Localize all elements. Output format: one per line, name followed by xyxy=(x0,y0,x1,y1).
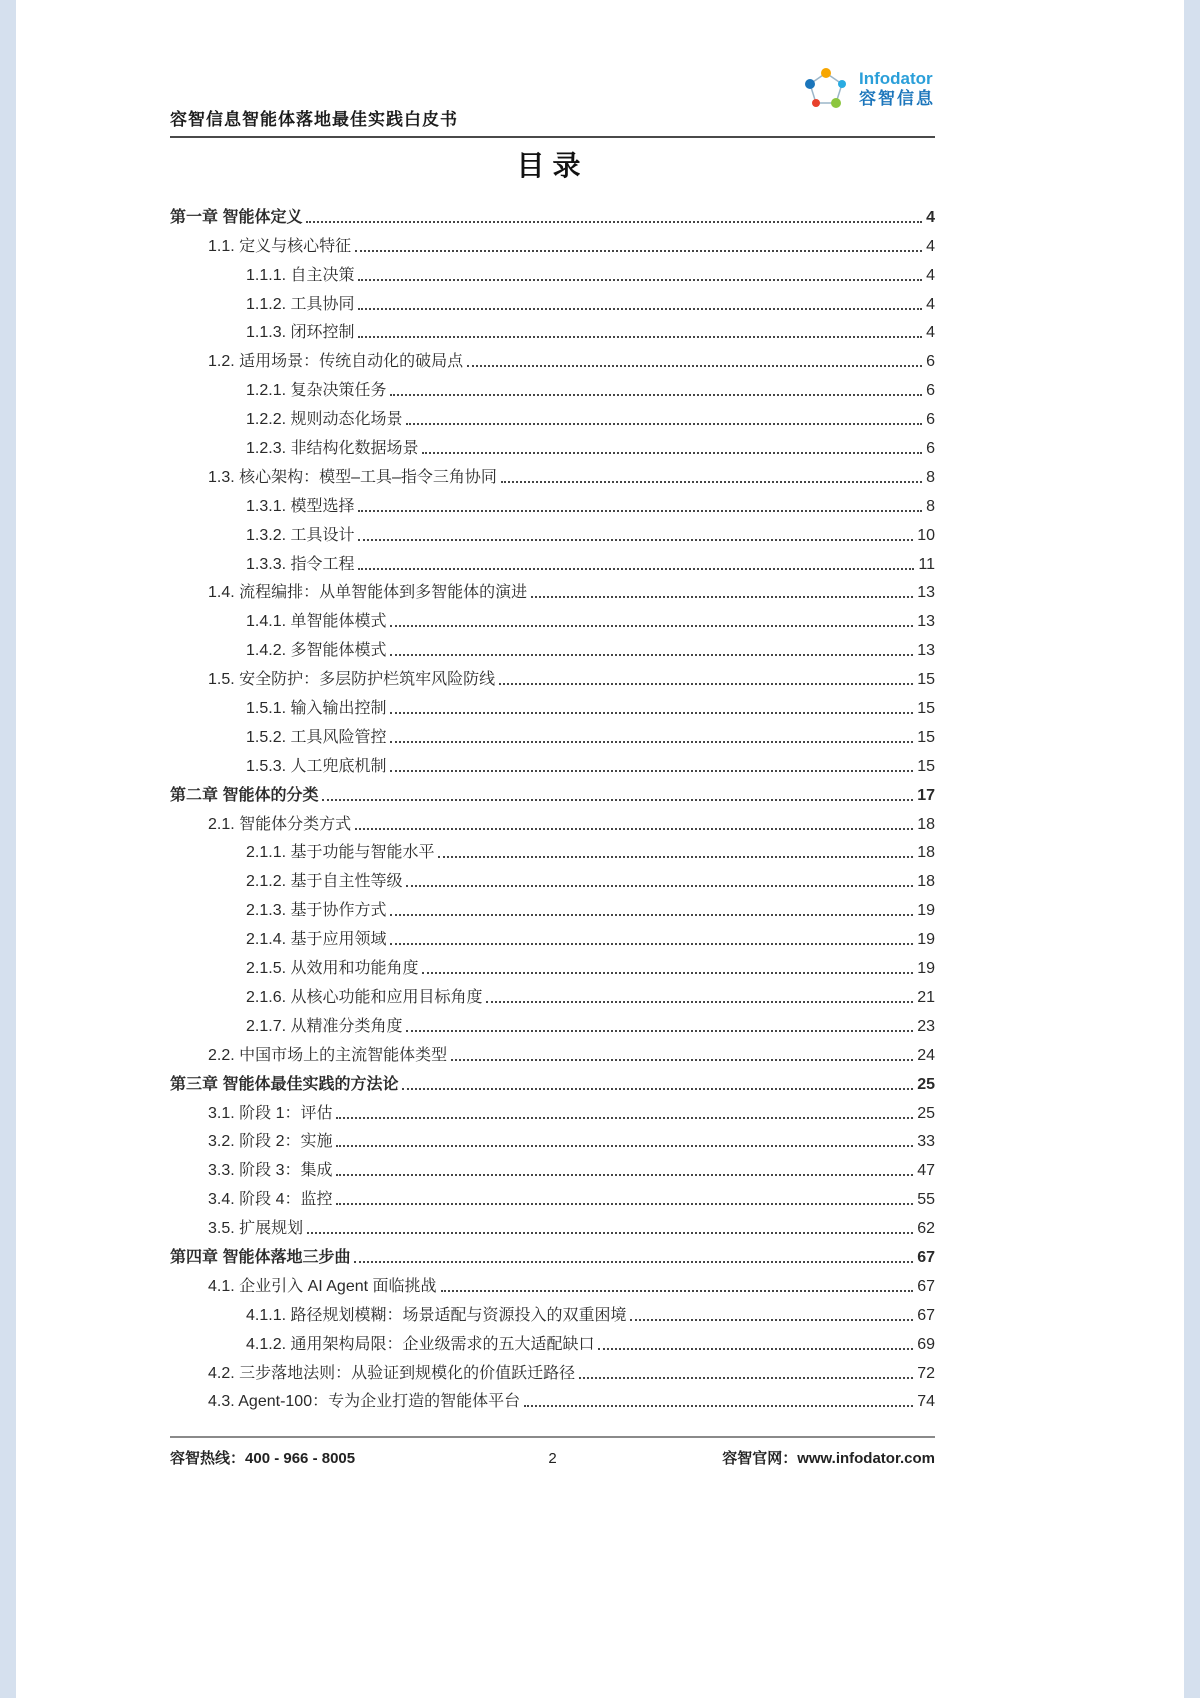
toc-leader-dots xyxy=(406,1030,913,1032)
toc-entry-label[interactable]: 3.2. 阶段 2：实施 xyxy=(208,1133,333,1151)
toc-page-number: 4 xyxy=(926,208,935,226)
toc-entry-label[interactable]: 2.1.5. 从效用和功能角度 xyxy=(246,960,419,978)
toc-entry[interactable] xyxy=(170,1325,935,1354)
toc-page-number: 4 xyxy=(926,237,935,255)
toc-leader-dots xyxy=(322,799,913,801)
toc-entry[interactable] xyxy=(170,805,935,834)
toc-page-number: 13 xyxy=(917,642,935,660)
footer-hotline xyxy=(170,1447,548,1468)
toc-page-number: 47 xyxy=(917,1162,935,1180)
toc-entry-label[interactable]: 3.5. 扩展规划 xyxy=(208,1220,304,1238)
company-logo xyxy=(801,64,935,114)
toc-entry-label[interactable]: 2.1.2. 基于自主性等级 xyxy=(246,873,403,891)
toc-entry[interactable] xyxy=(170,660,935,689)
toc-leader-dots xyxy=(390,741,913,743)
toc-leader-dots xyxy=(358,308,922,310)
toc-entry[interactable] xyxy=(170,718,935,747)
toc-entry[interactable] xyxy=(170,198,935,227)
toc-entry-label[interactable]: 1.1.3. 闭环控制 xyxy=(246,324,355,342)
toc-entry[interactable] xyxy=(170,545,935,574)
toc-entry[interactable] xyxy=(170,689,935,718)
toc-entry-label[interactable]: 第三章 智能体最佳实践的方法论 xyxy=(170,1075,399,1093)
toc-leader-dots xyxy=(422,452,922,454)
toc-entry-label[interactable]: 3.4. 阶段 4：监控 xyxy=(208,1191,333,1209)
toc-leader-dots xyxy=(390,943,913,945)
toc-entry[interactable] xyxy=(170,1209,935,1238)
toc-entry[interactable] xyxy=(170,1123,935,1152)
toc-page-number: 72 xyxy=(917,1364,935,1382)
toc-page-number: 21 xyxy=(917,988,935,1006)
toc-leader-dots xyxy=(336,1145,913,1147)
toc-entry[interactable] xyxy=(170,1151,935,1180)
toc-page-number: 15 xyxy=(917,700,935,718)
toc-entry-label[interactable]: 1.3.3. 指令工程 xyxy=(246,555,355,573)
toc-entry[interactable] xyxy=(170,1180,935,1209)
toc-entry[interactable] xyxy=(170,574,935,603)
toc-entry[interactable] xyxy=(170,776,935,805)
toc-entry-label[interactable]: 第二章 智能体的分类 xyxy=(170,786,319,804)
toc-entry-label[interactable]: 1.2.2. 规则动态化场景 xyxy=(246,411,403,429)
toc-page-number: 19 xyxy=(917,960,935,978)
toc-entry-label[interactable]: 1.2.1. 复杂决策任务 xyxy=(246,382,387,400)
toc-leader-dots xyxy=(467,365,922,367)
toc-entry[interactable] xyxy=(170,256,935,285)
toc-page-number: 15 xyxy=(917,728,935,746)
toc-leader-dots xyxy=(451,1059,913,1061)
toc-leader-dots xyxy=(336,1117,913,1119)
toc-entry-label[interactable]: 2.1. 智能体分类方式 xyxy=(208,815,352,833)
toc-leader-dots xyxy=(306,221,922,223)
toc-entry[interactable] xyxy=(170,1065,935,1094)
toc-entry[interactable] xyxy=(170,920,935,949)
toc-list xyxy=(170,198,935,1411)
toc-leader-dots xyxy=(630,1319,913,1321)
toc-entry[interactable] xyxy=(170,1007,935,1036)
toc-entry-label[interactable]: 1.5.1. 输入输出控制 xyxy=(246,700,387,718)
toc-leader-dots xyxy=(355,250,922,252)
toc-entry[interactable] xyxy=(170,400,935,429)
toc-title: 目录 xyxy=(516,150,589,181)
toc-leader-dots xyxy=(390,770,913,772)
page-footer xyxy=(170,1436,935,1468)
toc-leader-dots xyxy=(358,568,914,570)
toc-entry-label[interactable]: 2.1.1. 基于功能与智能水平 xyxy=(246,844,435,862)
toc-entry-label[interactable]: 1.3.2. 工具设计 xyxy=(246,526,355,544)
toc-entry-label[interactable]: 1.4. 流程编排：从单智能体到多智能体的演进 xyxy=(208,584,528,602)
toc-page-number: 4 xyxy=(926,266,935,284)
page-edge-left xyxy=(0,0,16,1698)
toc-leader-dots xyxy=(336,1174,913,1176)
toc-entry[interactable] xyxy=(170,747,935,776)
toc-leader-dots xyxy=(579,1377,913,1379)
toc-page-number: 13 xyxy=(917,584,935,602)
toc-entry-label[interactable]: 第四章 智能体落地三步曲 xyxy=(170,1248,351,1266)
toc-entry-label[interactable]: 1.5. 安全防护：多层防护栏筑牢风险防线 xyxy=(208,671,496,689)
logo-name-cn: 容智信息 xyxy=(859,89,935,108)
toc-entry-label[interactable]: 4.3. Agent-100：专为企业打造的智能体平台 xyxy=(208,1393,521,1411)
toc-entry[interactable] xyxy=(170,1354,935,1383)
toc-entry-label[interactable]: 2.2. 中国市场上的主流智能体类型 xyxy=(208,1046,448,1064)
toc-entry[interactable] xyxy=(170,342,935,371)
toc-entry[interactable] xyxy=(170,1036,935,1065)
toc-leader-dots xyxy=(531,596,913,598)
toc-entry-label[interactable]: 4.1.2. 通用架构局限：企业级需求的五大适配缺口 xyxy=(246,1335,595,1353)
toc-page-number: 67 xyxy=(917,1306,935,1324)
toc-entry[interactable] xyxy=(170,314,935,343)
toc-page-number: 6 xyxy=(926,382,935,400)
logo-network-icon xyxy=(801,64,851,114)
toc-page-number: 62 xyxy=(917,1220,935,1238)
toc-leader-dots xyxy=(499,683,913,685)
toc-page-number: 67 xyxy=(917,1277,935,1295)
toc-page-number: 8 xyxy=(926,497,935,515)
toc-page-number: 25 xyxy=(917,1075,935,1093)
toc-leader-dots xyxy=(358,336,922,338)
toc-entry-label[interactable]: 1.1. 定义与核心特征 xyxy=(208,237,352,255)
toc-leader-dots xyxy=(390,914,913,916)
toc-page-number: 10 xyxy=(917,526,935,544)
footer-website-url[interactable]: www.infodator.com xyxy=(797,1450,935,1467)
toc-entry-label[interactable]: 4.1.1. 路径规划模糊：场景适配与资源投入的双重困境 xyxy=(246,1306,627,1324)
toc-page-number: 18 xyxy=(917,844,935,862)
toc-page-number: 8 xyxy=(926,468,935,486)
toc-entry[interactable] xyxy=(170,1238,935,1267)
toc-entry[interactable] xyxy=(170,487,935,516)
toc-leader-dots xyxy=(355,828,913,830)
toc-leader-dots xyxy=(358,279,922,281)
toc-leader-dots xyxy=(358,539,913,541)
toc-page-number: 15 xyxy=(917,757,935,775)
toc-leader-dots xyxy=(486,1001,913,1003)
toc-entry-label[interactable]: 1.4.1. 单智能体模式 xyxy=(246,613,387,631)
toc-page-number: 6 xyxy=(926,440,935,458)
toc-page-number: 67 xyxy=(917,1248,935,1266)
footer-hotline-number: 400 - 966 - 8005 xyxy=(245,1450,356,1467)
toc-leader-dots xyxy=(441,1290,914,1292)
toc-entry-label[interactable]: 4.2. 三步落地法则：从验证到规模化的价值跃迁路径 xyxy=(208,1364,576,1382)
toc-page-number: 55 xyxy=(917,1191,935,1209)
footer-website-label: 容智官网： xyxy=(722,1450,798,1467)
toc-entry-label[interactable]: 1.3. 核心架构：模型–工具–指令三角协同 xyxy=(208,468,497,486)
toc-entry[interactable] xyxy=(170,602,935,631)
toc-entry[interactable] xyxy=(170,891,935,920)
toc-leader-dots xyxy=(390,654,913,656)
toc-entry[interactable] xyxy=(170,1094,935,1123)
toc-page-number: 18 xyxy=(917,815,935,833)
toc-leader-dots xyxy=(422,972,913,974)
toc-leader-dots xyxy=(501,481,922,483)
toc-entry-label[interactable]: 2.1.7. 从精准分类角度 xyxy=(246,1017,403,1035)
logo-name-en: Infodator xyxy=(859,68,933,88)
toc-leader-dots xyxy=(354,1261,913,1263)
toc-page-number: 6 xyxy=(926,353,935,371)
toc-entry[interactable] xyxy=(170,1383,935,1412)
toc-page-number: 33 xyxy=(917,1133,935,1151)
toc-entry[interactable] xyxy=(170,1267,935,1296)
logo-wordmark xyxy=(859,69,935,110)
toc-entry-label[interactable]: 1.2.3. 非结构化数据场景 xyxy=(246,440,419,458)
toc-entry-label[interactable]: 2.1.6. 从核心功能和应用目标角度 xyxy=(246,988,483,1006)
toc-entry[interactable] xyxy=(170,631,935,660)
toc-entry-label[interactable]: 3.3. 阶段 3：集成 xyxy=(208,1162,333,1180)
document-title: 容智信息智能体落地最佳实践白皮书 xyxy=(170,110,458,129)
toc-leader-dots xyxy=(438,856,913,858)
toc-page-number: 17 xyxy=(917,786,935,804)
toc-leader-dots xyxy=(390,712,913,714)
toc-entry-label[interactable]: 1.1.1. 自主决策 xyxy=(246,266,355,284)
footer-hotline-label: 容智热线： xyxy=(170,1450,246,1467)
toc-page-number: 24 xyxy=(917,1046,935,1064)
toc-leader-dots xyxy=(402,1088,913,1090)
toc-entry[interactable] xyxy=(170,371,935,400)
toc-page-number: 69 xyxy=(917,1335,935,1353)
toc-entry[interactable] xyxy=(170,516,935,545)
toc-leader-dots xyxy=(598,1348,913,1350)
toc-entry-label[interactable]: 1.1.2. 工具协同 xyxy=(246,295,355,313)
toc-page-number: 4 xyxy=(926,295,935,313)
toc-entry[interactable] xyxy=(170,834,935,863)
toc-entry-label[interactable]: 1.3.1. 模型选择 xyxy=(246,497,355,515)
toc-page-number: 4 xyxy=(926,324,935,342)
toc-page-number: 6 xyxy=(926,411,935,429)
toc-page-number: 11 xyxy=(918,555,935,573)
toc-leader-dots xyxy=(524,1405,913,1407)
toc-entry-label[interactable]: 3.1. 阶段 1：评估 xyxy=(208,1104,333,1122)
toc-entry[interactable] xyxy=(170,978,935,1007)
toc-page-number: 19 xyxy=(917,931,935,949)
toc-page-number: 25 xyxy=(917,1104,935,1122)
toc-leader-dots xyxy=(390,625,913,627)
toc-entry-label[interactable]: 第一章 智能体定义 xyxy=(170,208,303,226)
toc-page-number: 13 xyxy=(917,613,935,631)
page-edge-right xyxy=(1184,0,1200,1698)
toc-entry[interactable] xyxy=(170,1296,935,1325)
toc-entry-label[interactable]: 1.2. 适用场景：传统自动化的破局点 xyxy=(208,353,464,371)
toc-entry-label[interactable]: 2.1.4. 基于应用领域 xyxy=(246,931,387,949)
toc-entry[interactable] xyxy=(170,285,935,314)
toc-page-number: 15 xyxy=(917,671,935,689)
toc-leader-dots xyxy=(406,885,913,887)
toc-page-number: 19 xyxy=(917,902,935,920)
document-page xyxy=(170,0,935,1698)
toc-entry[interactable] xyxy=(170,227,935,256)
toc-leader-dots xyxy=(307,1232,913,1234)
toc-entry[interactable] xyxy=(170,949,935,978)
toc-leader-dots xyxy=(406,423,922,425)
page-header xyxy=(170,58,935,138)
toc-entry[interactable] xyxy=(170,429,935,458)
toc-page-number: 18 xyxy=(917,873,935,891)
toc-entry[interactable] xyxy=(170,458,935,487)
toc-page-number: 74 xyxy=(917,1393,935,1411)
toc-entry-label[interactable]: 1.5.2. 工具风险管控 xyxy=(246,728,387,746)
toc-entry[interactable] xyxy=(170,862,935,891)
toc-entry-label[interactable]: 1.5.3. 人工兜底机制 xyxy=(246,757,387,775)
footer-page-number: 2 xyxy=(548,1450,557,1467)
toc-entry-label[interactable]: 1.4.2. 多智能体模式 xyxy=(246,642,387,660)
footer-website xyxy=(557,1447,935,1468)
toc-leader-dots xyxy=(358,510,922,512)
toc-leader-dots xyxy=(390,394,922,396)
toc-page-number: 23 xyxy=(917,1017,935,1035)
toc-entry-label[interactable]: 4.1. 企业引入 AI Agent 面临挑战 xyxy=(208,1277,437,1295)
toc-leader-dots xyxy=(336,1203,913,1205)
toc-entry-label[interactable]: 2.1.3. 基于协作方式 xyxy=(246,902,387,920)
